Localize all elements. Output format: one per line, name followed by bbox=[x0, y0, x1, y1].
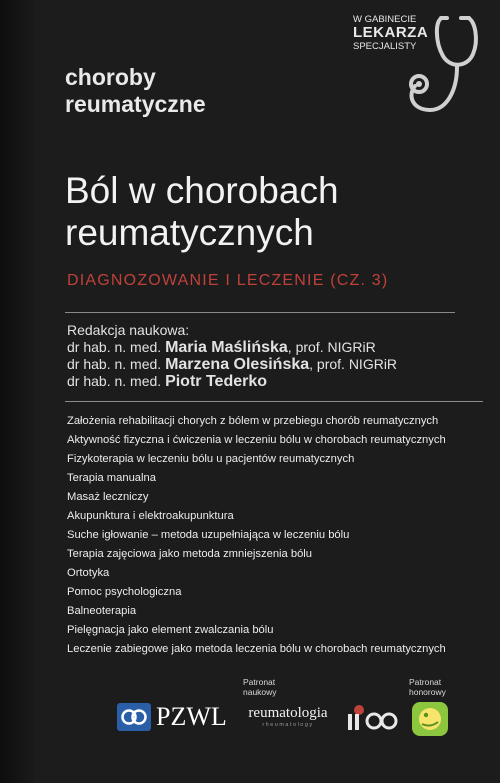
reumatologia-wordmark: reumatologia bbox=[248, 705, 328, 721]
series-line-2: reumatyczne bbox=[65, 91, 206, 117]
honorary-patron-logo bbox=[412, 702, 448, 741]
contents-item: Akupunktura i elektroakupunktura bbox=[67, 510, 234, 522]
contents-item: Fizykoterapia w leczeniu bólu u pacjentów reumatycznych bbox=[67, 453, 355, 465]
contents-item: Suche igłowanie – metoda uzupełniająca w leczeniu bólu bbox=[67, 529, 350, 541]
patronage-line-2: naukowy bbox=[243, 687, 277, 697]
nigrr-emblem-icon bbox=[346, 700, 398, 734]
pzwl-wordmark: PZWL bbox=[156, 702, 227, 731]
editor-prefix: dr hab. n. med. bbox=[67, 373, 166, 389]
contents-item: Pielęgnacja jako element zwalczania bólu bbox=[67, 624, 274, 636]
badge-line-1: W GABINECIE bbox=[353, 14, 417, 25]
patronage-line-2: honorowy bbox=[409, 687, 446, 697]
patronage-line-1: Patronat bbox=[409, 677, 442, 687]
reumatologia-subtitle: rheumatology bbox=[262, 722, 314, 728]
cover-spine-shadow bbox=[0, 0, 34, 783]
contents-item: Założenia rehabilitacji chorych z bólem w przebiegu chorób reumatycznych bbox=[67, 415, 439, 427]
contents-item: Ortotyka bbox=[67, 567, 110, 579]
editor-suffix: , prof. NIGRiR bbox=[287, 339, 376, 355]
contents-list bbox=[67, 412, 446, 659]
contents-item: Terapia zajęciowa jako metoda zmniejszenia bólu bbox=[67, 548, 313, 560]
editor-name: Maria Maślińska bbox=[165, 339, 288, 356]
contents-item: Balneoterapia bbox=[67, 605, 137, 617]
divider bbox=[65, 312, 455, 313]
badge-line-3: SPECJALISTY bbox=[353, 41, 417, 52]
contents-item: Leczenie zabiegowe jako metoda leczenia bólu w chorobach reumatycznych bbox=[67, 643, 446, 655]
editor-name: Marzena Olesińska bbox=[165, 356, 310, 373]
editor-suffix: , prof. NIGRiR bbox=[309, 356, 398, 372]
contents-item: Aktywność fizyczna i ćwiczenia w leczeniu bólu w chorobach reumatycznych bbox=[67, 434, 446, 446]
editor-name: Piotr Tederko bbox=[165, 373, 268, 390]
title-line-1: Ból w chorobach bbox=[65, 170, 339, 211]
contents-item: Masaż leczniczy bbox=[67, 491, 149, 503]
book-title bbox=[65, 170, 339, 254]
series-line-1: choroby bbox=[65, 64, 156, 90]
book-subtitle: DIAGNOZOWANIE I LECZENIE (CZ. 3) bbox=[67, 272, 389, 289]
contents-item: Pomoc psychologiczna bbox=[67, 586, 182, 598]
editor-prefix: dr hab. n. med. bbox=[67, 339, 166, 355]
editors-block bbox=[67, 322, 397, 390]
editor-row bbox=[67, 373, 397, 390]
series-title bbox=[65, 64, 206, 118]
pzwl-logo bbox=[117, 702, 227, 732]
editors-label: Redakcja naukowa: bbox=[67, 322, 190, 338]
scientific-patronage-label bbox=[243, 677, 277, 697]
divider bbox=[65, 401, 483, 402]
stethoscope-icon bbox=[395, 12, 493, 122]
nigrr-logo bbox=[346, 700, 398, 739]
reumatologia-logo bbox=[243, 705, 333, 728]
badge-line-2: LEKARZA bbox=[353, 24, 429, 41]
patronage-line-1: Patronat bbox=[243, 677, 276, 687]
patron-badge-icon bbox=[412, 702, 448, 736]
editor-prefix: dr hab. n. med. bbox=[67, 356, 166, 372]
editor-row bbox=[67, 356, 397, 373]
contents-item: Terapia manualna bbox=[67, 472, 156, 484]
pzwl-emblem-icon bbox=[117, 703, 151, 731]
honorary-patronage-label bbox=[409, 677, 446, 697]
editor-row bbox=[67, 339, 397, 356]
title-line-2: reumatycznych bbox=[65, 212, 314, 253]
